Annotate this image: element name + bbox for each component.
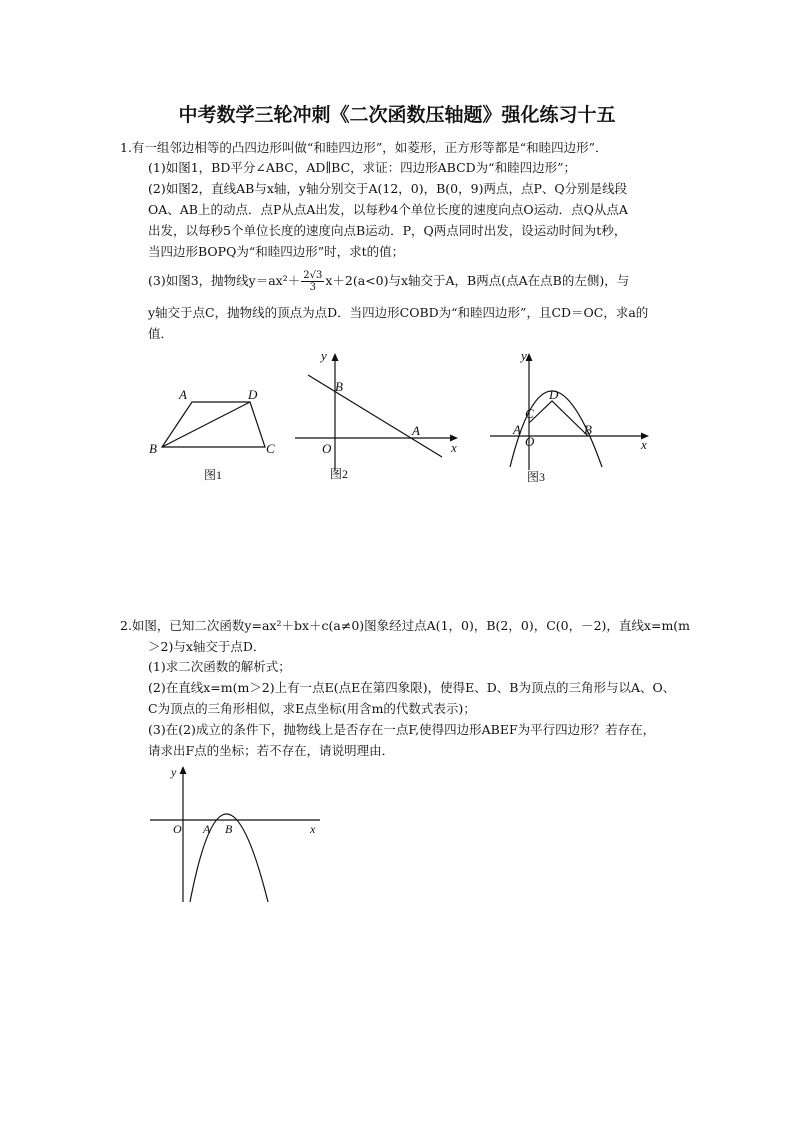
figq2-label-x: x — [310, 822, 316, 836]
y-axis-arrow-icon — [332, 353, 339, 361]
figure-3 — [485, 345, 660, 485]
fig1-label-D: D — [248, 387, 258, 402]
q2-line2: ＞2)与x轴交于点D． — [148, 639, 266, 654]
q1-line2: (1)如图1，BD平分∠ABC，AD∥BC，求证：四边形ABCD为“和睦四边形”； — [148, 160, 576, 175]
fig3-label-B: B — [584, 422, 592, 437]
figure-1 — [140, 380, 290, 485]
fig1-label-C: C — [266, 441, 275, 456]
q1-line8: y轴交于点C，抛物线的顶点为点D．当四边形COBD为“和睦四边形”，且CD＝OC，求a的 — [148, 305, 649, 320]
q1-line6: 当四边形BOPQ为“和睦四边形”时，求t的值； — [148, 244, 405, 259]
fig2-label-A: A — [412, 423, 420, 438]
fig2-caption: 图2 — [330, 467, 349, 481]
diagonal-BD — [162, 402, 250, 447]
q1-line3: (2)如图2，直线AB与x轴，y轴分别交于A(12，0)，B(0，9)两点，点P、Q分别是线段 — [148, 181, 628, 196]
figure-2 — [290, 345, 470, 485]
q1-line7-part-a: (3)如图3，抛物线y＝ax²＋ — [148, 273, 301, 288]
figq2-label-O: O — [173, 822, 182, 836]
figq2-label-B: B — [225, 822, 233, 836]
fig3-label-O: O — [525, 434, 535, 449]
fig3-caption: 图3 — [527, 470, 546, 484]
q2-line3: (1)求二次函数的解析式； — [148, 659, 291, 674]
fig2-label-B: B — [335, 379, 343, 394]
q2-line1: 2.如图，已知二次函数y=ax²＋bx＋c(a≠0)图象经过点A(1，0)，B(2，0)，C(0，－2)，直线x=m(m — [120, 618, 691, 633]
quadrilateral-COBD — [529, 401, 588, 436]
q2-line5: C为顶点的三角形相似，求E点坐标(用含m的代数式表示)； — [148, 701, 476, 716]
trapezoid-ABCD — [162, 402, 265, 447]
figq2-label-y: y — [171, 765, 177, 779]
fraction-denominator: 3 — [309, 282, 316, 293]
figure-q2 — [145, 762, 330, 907]
q1-line1: 1.有一组邻边相等的凸四边形叫做“和睦四边形”，如菱形，正方形等都是“和睦四边形”． — [120, 140, 608, 155]
fig2-label-O: O — [322, 441, 332, 456]
fraction — [301, 270, 324, 293]
q1-line5: 出发，以每秒5个单位长度的速度向点B运动．P，Q两点同时出发，设运动时间为t秒， — [148, 223, 627, 238]
fig3-label-A: A — [513, 422, 521, 437]
fraction-numerator: 2√3 — [303, 270, 323, 281]
fig2-label-x: x — [451, 440, 457, 455]
fig3-label-C: C — [525, 406, 534, 421]
q2-line7: 请求出F点的坐标；若不存在，请说明理由． — [148, 743, 395, 758]
q2-line6: (3)在(2)成立的条件下，抛物线上是否存在一点F,使得四边形ABEF为平行四边形？若存在， — [148, 722, 656, 737]
q2-line4: (2)在直线x=m(m＞2)上有一点E(点E在第四象限)，使得E、D、B为顶点的三角形与以A、O、 — [148, 680, 676, 695]
q1-line7-part-b: x＋2(a<0)与x轴交于A，B两点(点A在点B的左侧)，与 — [325, 273, 630, 288]
fig3-label-x: x — [641, 437, 647, 452]
fig1-label-A: A — [179, 387, 187, 402]
fig3-label-y: y — [521, 348, 527, 363]
q1-line9: 值． — [148, 326, 174, 341]
y-axis-arrow-icon — [180, 766, 187, 774]
q1-line7 — [148, 270, 629, 293]
fig1-caption: 图1 — [204, 468, 223, 482]
q1-line4: OA、AB上的动点．点P从点A出发，以每秒4个单位长度的速度向点O运动．点Q从点A — [148, 202, 628, 217]
fig2-label-y: y — [321, 348, 327, 363]
fig1-label-B: B — [149, 441, 157, 456]
fig3-label-D: D — [549, 387, 559, 402]
figq2-label-A: A — [203, 822, 211, 836]
page-title: 中考数学三轮冲刺《二次函数压轴题》强化练习十五 — [178, 104, 616, 126]
